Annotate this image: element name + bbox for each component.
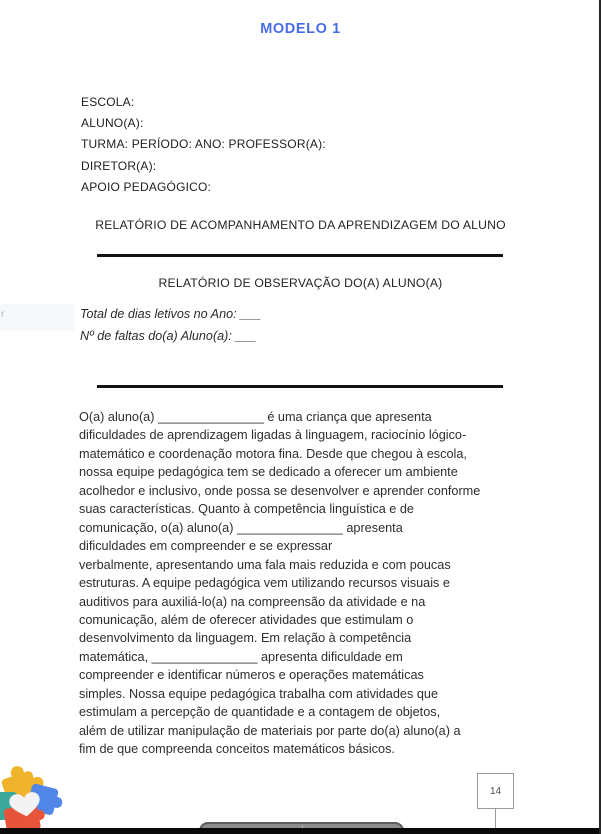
page-number-badge [477,773,514,809]
page-number: 14 [489,785,502,797]
paragraph-line: comunicação, o(a) aluno(a) _______________ apresenta [79,520,403,535]
field-diretor: DIRETOR(A): [81,158,157,173]
stat-numero-faltas: Nº de faltas do(a) Aluno(a): ___ [80,328,257,343]
divider-rule-top [97,254,503,257]
paragraph-line: verbalmente, apresentando uma fala mais reduzida e com poucas [79,557,451,572]
paragraph-line: matemático e coordenação motora fina. Desde que chegou à escola, [79,446,467,461]
paragraph-line: estruturas. A equipe pedagógica vem utilizando recursos visuais e [79,576,450,591]
paragraph-line: além de utilizar manipulação de materiais por parte do(a) aluno(a) a [79,723,461,738]
page-title: MODELO 1 [260,21,341,37]
attendance-stats [80,304,261,347]
paragraph-line: dificuldades em compreender e se expressar [79,539,333,554]
field-apoio-pedagogico: APOIO PEDAGÓGICO: [81,179,212,194]
paragraph-line: acolhedor e inclusivo, onde possa se desenvolver e aprender conforme [79,483,481,498]
main-heading: RELATÓRIO DE ACOMPANHAMENTO DA APRENDIZAGEM DO ALUNO [95,218,506,232]
stat-total-dias-letivos: Total de dias letivos no Ano: ___ [80,307,262,321]
puzzle-heart-logo-icon [0,766,67,834]
header-fields [81,92,326,198]
paragraph-line: desenvolvimento da linguagem. Em relação à competência [79,631,412,646]
paragraph-line: simples. Nossa equipe pedagógica trabalha com atividades que [79,686,438,701]
paragraph-line: suas características. Quanto à competência linguística e de [79,502,414,517]
popup-fragment-text: r [1,309,5,320]
divider-rule-bottom [97,385,503,388]
field-turma-periodo-ano-professor: TURMA: PERÍODO: ANO: PROFESSOR(A): [81,137,326,152]
paragraph-line: O(a) aluno(a) _______________ é uma criança que apresenta [79,410,432,424]
paragraph-line: matemática, _______________ apresenta dificuldade em [79,649,403,664]
paragraph-line: dificuldades de aprendizagem ligadas à linguagem, raciocínio lógico- [79,428,467,443]
paragraph-line: comunicação, além de oferecer atividades que estimulam o [79,612,414,627]
paragraph-line: estimulam a percepção de quantidade e a contagem de objetos, [79,705,441,720]
edge-popup-fragment [0,304,74,331]
report-body-paragraph [79,408,549,759]
app-bottom-bar [0,828,601,834]
paragraph-line: compreender e identificar números e operações matemáticas [79,668,424,683]
field-aluno: ALUNO(A): [81,116,144,131]
sub-heading: RELATÓRIO DE OBSERVAÇÃO DO(A) ALUNO(A) [158,276,443,290]
paragraph-line: fim de que compreenda conceitos matemáticos básicos. [79,742,395,757]
paragraph-line: auditivos para auxiliá-lo(a) na compreensão da atividade e na [79,594,426,609]
field-escola: ESCOLA: [81,95,135,109]
paragraph-line: nossa equipe pedagógica tem se dedicado a oferecer um ambiente [79,465,458,480]
page-number-rule [495,809,496,829]
